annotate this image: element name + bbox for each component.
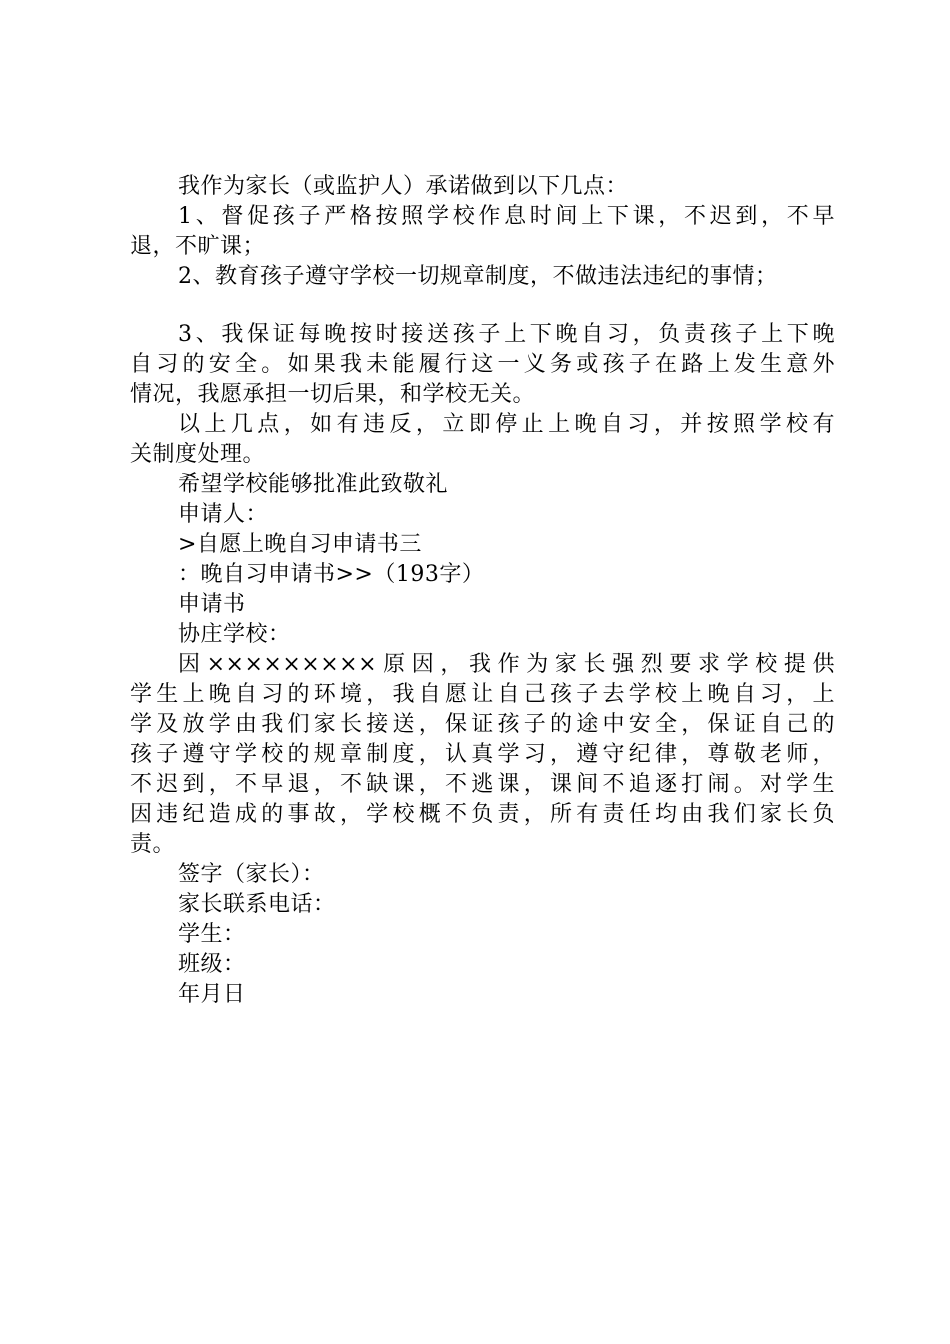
- request-body-line-1: 因×××××××××原因，我作为家长强烈要求学校提供: [178, 652, 835, 677]
- document-body: [130, 172, 835, 1010]
- pledge-item-1-line-2: 退，不旷课；: [130, 234, 266, 259]
- recipient-school: 协庄学校：: [178, 622, 291, 647]
- pledge-item-3-line-1: 3、我保证每晚按时接送孩子上下晚自习，负责孩子上下晚: [178, 322, 835, 347]
- pledge-item-3-line-3: 情况，我愿承担一切后果，和学校无关。: [130, 382, 536, 407]
- request-body-line-7: 责。: [130, 832, 176, 857]
- student-label: 学生：: [178, 922, 246, 947]
- pledge-item-2: 2、教育孩子遵守学校一切规章制度，不做违法违纪的事情；: [178, 264, 778, 289]
- request-body-line-3: 学及放学由我们家长接送，保证孩子的途中安全，保证自己的: [130, 712, 835, 737]
- paragraph-gap: [130, 292, 835, 320]
- request-body-line-6: 因违纪造成的事故，学校概不负责，所有责任均由我们家长负: [130, 802, 835, 827]
- violation-clause-line-1: 以上几点，如有违反，立即停止上晚自习，并按照学校有: [178, 412, 835, 437]
- class-label: 班级：: [178, 952, 246, 977]
- pledge-item-1-line-1: 1、督促孩子严格按照学校作息时间上下课，不迟到，不早: [178, 204, 835, 229]
- applicant-label: 申请人：: [178, 502, 269, 527]
- request-body-line-2: 学生上晚自习的环境，我自愿让自己孩子去学校上晚自习，上: [130, 682, 835, 707]
- parent-signature-label: 签字（家长）：: [178, 862, 325, 887]
- next-section-link[interactable]: >自愿上晚自习申请书三: [178, 532, 422, 557]
- application-title: 申请书: [178, 592, 246, 617]
- request-body-line-4: 孩子遵守学校的规章制度，认真学习，遵守纪律，尊敬老师，: [130, 742, 835, 767]
- closing-salutation: 希望学校能够批准此致敬礼: [178, 472, 449, 497]
- request-body-line-5: 不迟到，不早退，不缺课，不逃课，课间不追逐打闹。对学生: [130, 772, 835, 797]
- pledge-intro: 我作为家长（或监护人）承诺做到以下几点：: [178, 174, 629, 199]
- violation-clause-line-2: 关制度处理。: [130, 442, 266, 467]
- parent-phone-label: 家长联系电话：: [178, 892, 336, 917]
- section-heading: ：晚自习申请书>>（193字）: [178, 562, 485, 587]
- pledge-item-3-line-2: 自习的安全。如果我未能履行这一义务或孩子在路上发生意外: [130, 352, 835, 377]
- date-label: 年月日: [178, 982, 246, 1007]
